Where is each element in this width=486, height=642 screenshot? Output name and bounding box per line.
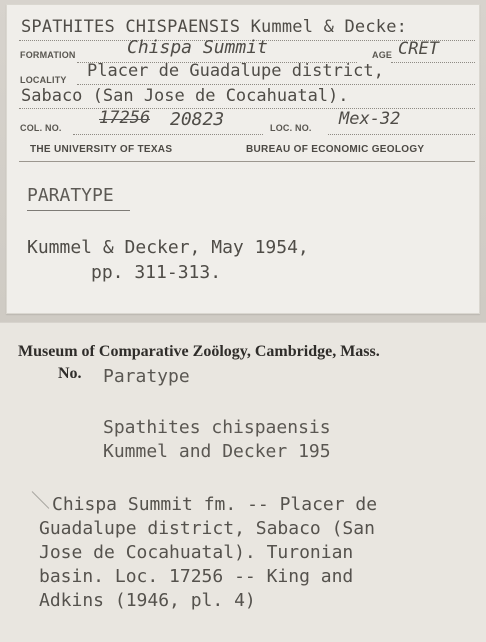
description-line-4: basin. Loc. 17256 -- King and xyxy=(39,566,354,587)
species-name: Spathites chispaensis xyxy=(103,417,331,438)
collection-number-line xyxy=(73,134,263,135)
location-number-value: Mex-32 xyxy=(339,109,401,129)
institution-divider xyxy=(19,161,475,162)
texas-specimen-label xyxy=(6,4,480,314)
paratype-value: Paratype xyxy=(103,366,190,387)
paratype-label: PARATYPE xyxy=(27,185,114,206)
citation-line-2: pp. 311-313. xyxy=(91,262,222,283)
museum-specimen-label xyxy=(0,322,486,642)
locality-line-2-rule xyxy=(19,108,475,109)
locality-label: LOCALITY xyxy=(20,75,67,85)
institution-left: THE UNIVERSITY OF TEXAS xyxy=(30,144,173,155)
authors-line: Kummel and Decker 195 xyxy=(103,441,331,462)
age-line xyxy=(391,62,475,63)
location-number-line xyxy=(328,134,475,135)
locality-line-1: Placer de Guadalupe district, xyxy=(87,61,384,81)
formation-label: FORMATION xyxy=(20,50,76,60)
number-label: No. xyxy=(58,365,82,382)
paratype-underline xyxy=(27,210,130,211)
age-value: CRET xyxy=(398,39,439,59)
pencil-mark xyxy=(32,491,50,509)
locality-line-2: Sabaco (San Jose de Cocahuatal). xyxy=(21,86,349,106)
locality-line-1-rule xyxy=(77,84,475,85)
age-label: AGE xyxy=(372,50,393,60)
label-title: SPATHITES CHISPAENSIS Kummel & Decke: xyxy=(21,17,408,37)
new-collection-number: 20823 xyxy=(170,109,225,130)
formation-value: Chispa Summit xyxy=(127,37,268,58)
description-line-1: Chispa Summit fm. -- Placer de xyxy=(52,494,378,515)
description-line-2: Guadalupe district, Sabaco (San xyxy=(39,518,375,539)
collection-number-label: COL. NO. xyxy=(20,123,62,133)
old-collection-number: 17256 xyxy=(99,108,151,128)
museum-header: Museum of Comparative Zoölogy, Cambridge, Mass. xyxy=(18,343,380,360)
institution-right: BUREAU OF ECONOMIC GEOLOGY xyxy=(246,144,425,155)
citation-line-1: Kummel & Decker, May 1954, xyxy=(27,237,309,258)
description-line-5: Adkins (1946, pl. 4) xyxy=(39,590,256,611)
description-line-3: Jose de Cocahuatal). Turonian xyxy=(39,542,354,563)
location-number-label: LOC. NO. xyxy=(270,123,312,133)
